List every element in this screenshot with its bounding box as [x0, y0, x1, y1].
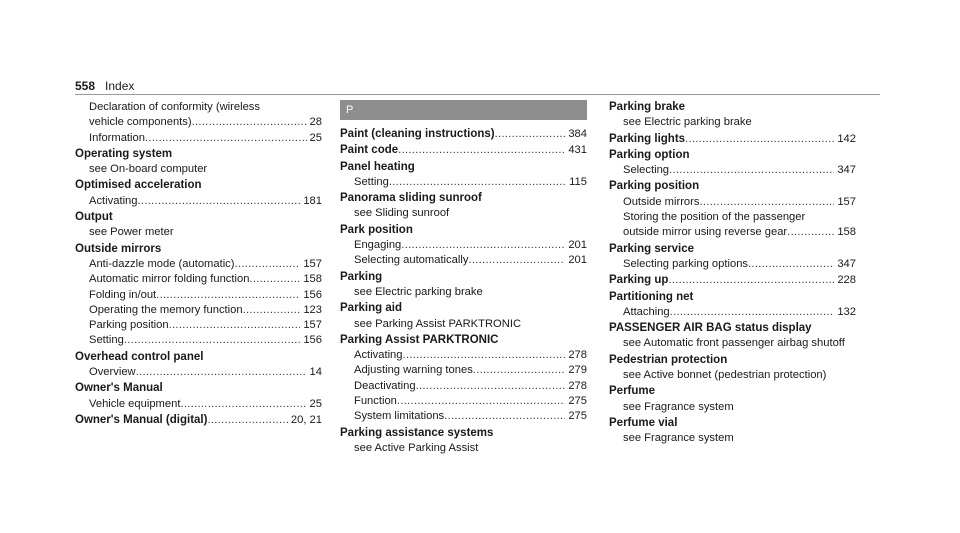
subentry-text: Adjusting warning tones [354, 364, 473, 377]
subentry[interactable] [75, 365, 322, 380]
index-term: Optimised acceleration [75, 179, 202, 192]
dot-leader [249, 272, 300, 287]
dot-leader [670, 305, 835, 320]
subentry-text: Function [354, 395, 397, 408]
subentry[interactable] [609, 195, 856, 210]
subentry[interactable] [340, 363, 587, 378]
header-title: Index [105, 79, 135, 93]
dot-leader [668, 273, 834, 288]
index-term: Owner's Manual (digital) [75, 413, 208, 426]
see-reference[interactable]: see Parking Assist PARKTRONIC [354, 317, 522, 330]
subentry-text: Deactivating [354, 379, 416, 392]
dot-leader [416, 379, 566, 394]
page-ref: 20, 21 [290, 413, 322, 426]
see-reference[interactable]: see Electric parking brake [623, 116, 752, 129]
subentry[interactable] [75, 333, 322, 348]
page-ref: 347 [837, 164, 856, 177]
subentry-text: Setting [354, 175, 389, 188]
dot-leader [243, 303, 301, 318]
index-entry [609, 100, 856, 131]
dot-leader [169, 318, 301, 333]
see-reference[interactable]: see On-board computer [89, 163, 208, 176]
page-ref: 275 [568, 395, 587, 408]
index-term: Panel heating [340, 160, 415, 173]
page-header [75, 76, 880, 95]
page-ref: 25 [309, 131, 322, 144]
index-entry [75, 210, 322, 241]
page-ref: 158 [837, 226, 856, 239]
dot-leader [669, 163, 834, 178]
subentry[interactable] [75, 257, 322, 272]
dot-leader [180, 397, 306, 412]
dot-leader [748, 257, 834, 272]
page-ref: 347 [837, 257, 856, 270]
index-term: Outside mirrors [75, 242, 162, 255]
index-term: Partitioning net [609, 290, 694, 303]
page-ref: 431 [568, 144, 587, 157]
page-ref: 278 [568, 349, 587, 362]
subentry-continued: Declaration of conformity (wireless [89, 101, 260, 113]
index-entry [75, 413, 322, 428]
dot-leader [156, 288, 300, 303]
page-ref: 157 [837, 195, 856, 208]
subentry-text: Attaching [623, 305, 670, 318]
index-entry [75, 147, 322, 178]
index-entry [609, 416, 856, 447]
index-term: Parking position [609, 180, 700, 193]
subentry[interactable] [340, 348, 587, 363]
subentry[interactable] [75, 303, 322, 318]
dot-leader [138, 194, 301, 209]
page-ref: 123 [303, 303, 322, 316]
index-entry [75, 178, 322, 209]
index-term: Parking assistance systems [340, 426, 494, 439]
index-entry [75, 100, 322, 146]
index-entry [340, 333, 587, 425]
subentry[interactable] [340, 409, 587, 424]
page-number: 558 [75, 79, 96, 93]
dot-leader [685, 132, 834, 147]
subentry-text: Information [89, 131, 145, 144]
dot-leader [192, 115, 307, 130]
index-term: Output [75, 211, 113, 224]
page-ref: 156 [303, 334, 322, 347]
index-entry [609, 290, 856, 321]
page-ref: 158 [303, 273, 322, 286]
subentry[interactable] [75, 194, 322, 209]
dot-leader [473, 363, 566, 378]
index-term: Parking lights [609, 132, 686, 145]
subentry[interactable] [75, 288, 322, 303]
subentry[interactable] [340, 253, 587, 268]
index-entry [609, 321, 856, 352]
index-term: Park position [340, 223, 413, 236]
index-term: Paint code [340, 144, 399, 157]
subentry-text: Engaging [354, 239, 402, 252]
page-ref: 384 [568, 128, 587, 140]
dot-leader [235, 257, 301, 272]
subentry[interactable] [340, 175, 587, 190]
subentry-text: Selecting [623, 164, 670, 177]
page-ref: 132 [837, 305, 856, 318]
see-reference[interactable]: see Sliding sunroof [354, 207, 450, 220]
page-ref: 14 [309, 366, 322, 379]
subentry-text: Overview [89, 366, 136, 379]
dot-leader [401, 238, 565, 253]
dot-leader [397, 394, 565, 409]
subentry[interactable] [75, 131, 322, 146]
dot-leader [145, 131, 307, 146]
subentry[interactable] [340, 379, 587, 394]
subentry-text: Anti-dazzle mode (automatic) [89, 257, 235, 270]
index-column-1 [75, 100, 322, 429]
index-term: Paint (cleaning instructions) [340, 128, 495, 140]
index-entry [609, 273, 856, 288]
subentry-text: Automatic mirror folding function [89, 273, 250, 286]
subentry-text: Activating [89, 194, 138, 207]
dot-leader [699, 195, 834, 210]
section-letter-bar: P [340, 100, 587, 120]
subentry[interactable] [75, 272, 322, 287]
index-term: Perfume [609, 385, 656, 398]
subentry-continued: Storing the position of the passenger [623, 211, 806, 224]
index-entry [609, 242, 856, 273]
subentry[interactable] [609, 225, 856, 240]
page-ref: 115 [569, 175, 587, 188]
index-term: Parking service [609, 242, 695, 255]
dot-leader [124, 333, 300, 348]
index-entry [340, 301, 587, 332]
subentry-text: Outside mirrors [623, 195, 700, 208]
index-entry [75, 242, 322, 349]
index-term: Parking up [609, 274, 669, 287]
index-term-row[interactable] [75, 413, 322, 428]
subentry[interactable] [340, 238, 587, 253]
index-entry [609, 132, 856, 147]
index-term-row[interactable] [609, 132, 856, 147]
subentry-text: Selecting parking options [623, 257, 749, 270]
index-entry [75, 350, 322, 381]
page-ref: 201 [568, 254, 587, 267]
subentry-text: Operating the memory function [89, 303, 243, 316]
dot-leader [787, 225, 834, 240]
subentry-text: Vehicle equipment [89, 397, 181, 410]
dot-leader [403, 348, 566, 363]
index-entry [340, 143, 587, 158]
index-entry [75, 381, 322, 412]
subentry[interactable] [609, 163, 856, 178]
see-reference[interactable]: see Active Parking Assist [354, 441, 479, 454]
page-ref: 157 [303, 257, 322, 270]
dot-leader [207, 413, 287, 428]
index-term: Parking Assist PARKTRONIC [340, 333, 499, 346]
subentry[interactable] [609, 305, 856, 320]
index-entry [609, 148, 856, 179]
index-entry [340, 270, 587, 301]
see-reference[interactable]: see Fragrance system [623, 432, 734, 445]
index-term: Parking aid [340, 302, 402, 315]
index-term: Parking [340, 270, 383, 283]
index-entry [340, 127, 587, 142]
page-ref: 228 [837, 274, 856, 287]
index-entry [609, 353, 856, 384]
see-reference[interactable]: see Electric parking brake [354, 285, 483, 298]
dot-leader [495, 127, 566, 142]
page-ref: 156 [303, 288, 322, 301]
subentry[interactable] [75, 318, 322, 333]
dot-leader [468, 253, 565, 268]
page-ref: 142 [837, 132, 856, 145]
dot-leader [136, 365, 307, 380]
index-entry [340, 160, 587, 191]
dot-leader [389, 175, 566, 190]
index-term: Owner's Manual [75, 382, 163, 395]
index-entry [340, 223, 587, 269]
see-reference[interactable]: see Active bonnet (pedestrian protection) [623, 369, 827, 382]
see-reference[interactable]: see Power meter [89, 226, 174, 239]
dot-leader [398, 143, 565, 158]
index-entry [609, 384, 856, 415]
index-term-row[interactable] [609, 273, 856, 288]
page-ref: 157 [303, 319, 322, 332]
index-term: Parking brake [609, 101, 686, 113]
page-ref: 25 [309, 397, 322, 410]
page-ref: 278 [568, 379, 587, 392]
index-term: Overhead control panel [75, 350, 204, 363]
page-ref: 28 [309, 116, 322, 129]
subentry[interactable] [340, 394, 587, 409]
index-term: PASSENGER AIR BAG status display [609, 322, 812, 335]
index-entry [340, 191, 587, 222]
index-term: Operating system [75, 147, 173, 160]
subentry-text: Setting [89, 334, 124, 347]
dot-leader [444, 409, 565, 424]
page-ref: 181 [303, 194, 322, 207]
page-ref: 201 [568, 239, 587, 252]
see-reference[interactable]: see Automatic front passenger airbag shutoff [623, 337, 845, 350]
subentry[interactable] [609, 257, 856, 272]
index-term: Panorama sliding sunroof [340, 192, 482, 205]
subentry[interactable] [75, 397, 322, 412]
subentry-text: System limitations [354, 410, 445, 423]
index-term: Perfume vial [609, 416, 678, 429]
subentry-text: Activating [354, 349, 403, 362]
index-entry [609, 179, 856, 240]
index-term: Pedestrian protection [609, 353, 728, 366]
subentry-text: vehicle components) [89, 116, 192, 129]
page-ref: 275 [568, 410, 587, 423]
index-term-row[interactable] [340, 143, 587, 158]
index-entry [340, 426, 587, 457]
subentry[interactable] [75, 115, 322, 130]
subentry-text: outside mirror using reverse gear [623, 226, 788, 239]
subentry-text: Folding in/out [89, 288, 157, 301]
index-term-row[interactable] [340, 127, 587, 142]
see-reference[interactable]: see Fragrance system [623, 400, 734, 413]
page-ref: 279 [568, 364, 587, 377]
subentry-text: Selecting automatically [354, 254, 469, 267]
index-term: Parking option [609, 148, 690, 161]
index-column-2 [340, 100, 587, 457]
subentry-text: Parking position [89, 319, 169, 332]
index-column-3 [609, 100, 856, 448]
